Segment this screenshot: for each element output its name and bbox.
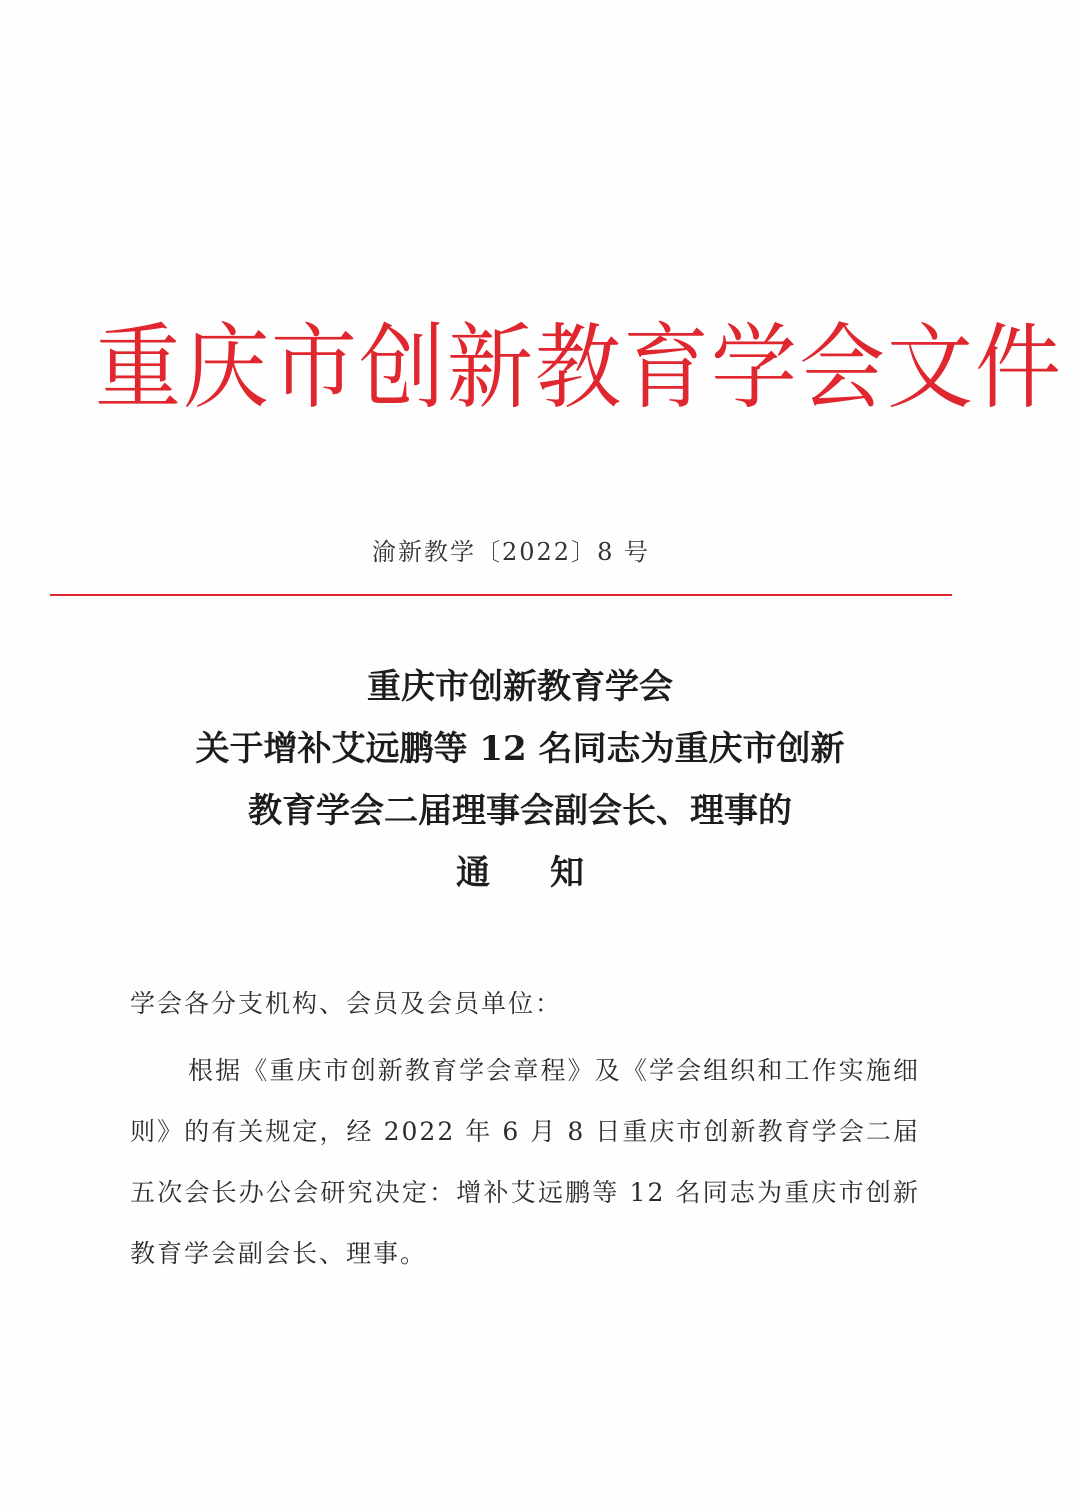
notice-title bbox=[80, 656, 960, 904]
document-number: 渝新教学〔2022〕8 号 bbox=[372, 538, 650, 566]
notice-title-line-4: 通知 bbox=[456, 853, 644, 893]
salutation: 学会各分支机构、会员及会员单位： bbox=[130, 989, 563, 1018]
notice-title-line-1: 重庆市创新教育学会 bbox=[367, 667, 673, 707]
notice-body bbox=[130, 980, 920, 1309]
body-paragraph: 根据《重庆市创新教育学会章程》及《学会组织和工作实施细则》的有关规定，经 2022 年 6 月 8 日重庆市创新教育学会二届五次会长办公会研究决定：增补艾远鹏等 12 名同志为重庆市创新教育学会副会长、理事。 bbox=[130, 1056, 920, 1268]
notice-title-line-3: 教育学会二届理事会副会长、理事的 bbox=[248, 791, 792, 831]
document-header-title: 重庆市创新教育学会文件 bbox=[95, 314, 1063, 422]
red-divider-line bbox=[50, 594, 952, 596]
notice-title-line-2: 关于增补艾远鹏等 12 名同志为重庆市创新 bbox=[195, 729, 845, 769]
